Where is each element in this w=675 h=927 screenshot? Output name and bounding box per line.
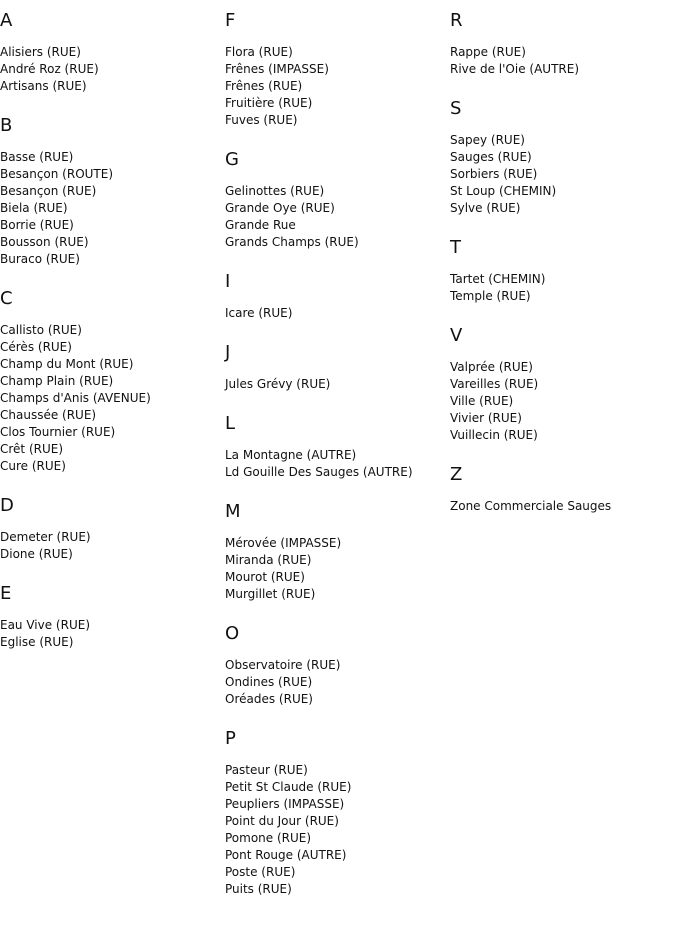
letter-section-z — [450, 465, 670, 515]
street-link[interactable]: Temple (RUE) — [450, 289, 531, 303]
street-link[interactable]: Tartet (CHEMIN) — [450, 272, 546, 286]
index-column-1 — [0, 11, 220, 672]
street-link[interactable]: Ld Gouille Des Sauges (AUTRE) — [225, 465, 413, 479]
letter-section-m — [225, 502, 445, 603]
street-link[interactable]: Artisans (RUE) — [0, 79, 87, 93]
letter-section-d — [0, 496, 220, 563]
street-link[interactable]: Buraco (RUE) — [0, 252, 80, 266]
letter-heading: S — [450, 98, 462, 119]
street-link[interactable]: Rappe (RUE) — [450, 45, 526, 59]
letter-section-v — [450, 326, 670, 444]
street-list — [450, 359, 670, 444]
street-link[interactable]: Dione (RUE) — [0, 547, 73, 561]
street-link[interactable]: Frênes (RUE) — [225, 79, 303, 93]
street-link[interactable]: Mourot (RUE) — [225, 570, 305, 584]
street-link[interactable]: Gelinottes (RUE) — [225, 184, 325, 198]
street-link[interactable]: Borrie (RUE) — [0, 218, 74, 232]
street-link[interactable]: Frênes (IMPASSE) — [225, 62, 329, 76]
street-link[interactable]: Vuillecin (RUE) — [450, 428, 538, 442]
street-link[interactable]: Basse (RUE) — [0, 150, 74, 164]
street-list — [450, 44, 670, 78]
street-link[interactable]: Grande Rue — [225, 218, 296, 232]
street-link[interactable]: Petit St Claude (RUE) — [225, 780, 352, 794]
street-list — [450, 498, 670, 515]
index-column-3 — [450, 11, 670, 536]
street-list — [0, 322, 220, 475]
street-link[interactable]: Ondines (RUE) — [225, 675, 313, 689]
letter-section-p — [225, 729, 445, 898]
letter-section-b — [0, 116, 220, 268]
letter-section-e — [0, 584, 220, 651]
letter-heading: A — [0, 10, 13, 31]
letter-section-g — [225, 150, 445, 251]
street-link[interactable]: Demeter (RUE) — [0, 530, 91, 544]
letter-section-a — [0, 11, 220, 95]
street-link[interactable]: Pasteur (RUE) — [225, 763, 308, 777]
street-link[interactable]: Eau Vive (RUE) — [0, 618, 90, 632]
letter-section-o — [225, 624, 445, 708]
street-link[interactable]: Vivier (RUE) — [450, 411, 522, 425]
letter-heading: F — [225, 10, 236, 31]
street-link[interactable]: Besançon (RUE) — [0, 184, 97, 198]
street-link[interactable]: Fruitière (RUE) — [225, 96, 313, 110]
street-link[interactable]: Grands Champs (RUE) — [225, 235, 359, 249]
street-link[interactable]: Cérès (RUE) — [0, 340, 72, 354]
street-link[interactable]: Flora (RUE) — [225, 45, 293, 59]
street-link[interactable]: Observatoire (RUE) — [225, 658, 341, 672]
street-link[interactable]: Fuves (RUE) — [225, 113, 298, 127]
letter-heading: P — [225, 728, 236, 749]
street-link[interactable]: Mérovée (IMPASSE) — [225, 536, 342, 550]
street-link[interactable]: Alisiers (RUE) — [0, 45, 81, 59]
letter-heading: D — [0, 495, 14, 516]
street-list — [225, 657, 445, 708]
letter-section-c — [0, 289, 220, 475]
letter-heading: C — [0, 288, 13, 309]
street-link[interactable]: Besançon (ROUTE) — [0, 167, 114, 181]
street-link[interactable]: Peupliers (IMPASSE) — [225, 797, 345, 811]
letter-heading: J — [225, 342, 231, 363]
street-link[interactable]: Biela (RUE) — [0, 201, 68, 215]
street-link[interactable]: St Loup (CHEMIN) — [450, 184, 557, 198]
street-list — [225, 535, 445, 603]
street-list — [450, 271, 670, 305]
street-link[interactable]: Champ Plain (RUE) — [0, 374, 114, 388]
street-link[interactable]: Rive de l'Oie (AUTRE) — [450, 62, 579, 76]
street-link[interactable]: Champs d'Anis (AVENUE) — [0, 391, 151, 405]
index-column-2 — [225, 11, 445, 919]
street-link[interactable]: Puits (RUE) — [225, 882, 292, 896]
letter-heading: M — [225, 501, 241, 522]
letter-section-l — [225, 414, 445, 481]
street-link[interactable]: Miranda (RUE) — [225, 553, 312, 567]
street-list — [225, 447, 445, 481]
street-list — [225, 376, 445, 393]
street-link[interactable]: Sylve (RUE) — [450, 201, 521, 215]
letter-section-s — [450, 99, 670, 217]
street-link[interactable]: Sapey (RUE) — [450, 133, 525, 147]
letter-heading: T — [450, 237, 461, 258]
letter-heading: O — [225, 623, 240, 644]
letter-heading: L — [225, 413, 236, 434]
street-link[interactable]: Zone Commerciale Sauges — [450, 499, 612, 513]
letter-heading: R — [450, 10, 463, 31]
street-link[interactable]: Poste (RUE) — [225, 865, 296, 879]
street-list — [0, 529, 220, 563]
street-link[interactable]: Oréades (RUE) — [225, 692, 313, 706]
letter-section-f — [225, 11, 445, 129]
street-link[interactable]: Grande Oye (RUE) — [225, 201, 335, 215]
street-link[interactable]: Crêt (RUE) — [0, 442, 64, 456]
street-link[interactable]: Point du Jour (RUE) — [225, 814, 339, 828]
letter-section-t — [450, 238, 670, 305]
street-list — [225, 44, 445, 129]
letter-heading: B — [0, 115, 13, 136]
street-link[interactable]: Bousson (RUE) — [0, 235, 89, 249]
street-link[interactable]: Sauges (RUE) — [450, 150, 532, 164]
street-link[interactable]: André Roz (RUE) — [0, 62, 99, 76]
street-link[interactable]: Clos Tournier (RUE) — [0, 425, 116, 439]
street-link[interactable]: Ville (RUE) — [450, 394, 514, 408]
street-link[interactable]: Chaussée (RUE) — [0, 408, 97, 422]
street-link[interactable]: Sorbiers (RUE) — [450, 167, 538, 181]
letter-heading: Z — [450, 464, 463, 485]
street-list — [0, 44, 220, 95]
street-link[interactable]: Callisto (RUE) — [0, 323, 82, 337]
street-link[interactable]: La Montagne (AUTRE) — [225, 448, 357, 462]
street-list — [0, 617, 220, 651]
street-link[interactable]: Vareilles (RUE) — [450, 377, 539, 391]
street-list — [225, 305, 445, 322]
letter-heading: E — [0, 583, 12, 604]
letter-heading: V — [450, 325, 463, 346]
street-link[interactable]: Pont Rouge (AUTRE) — [225, 848, 347, 862]
letter-heading: I — [225, 271, 231, 292]
letter-section-r — [450, 11, 670, 78]
street-link[interactable]: Valprée (RUE) — [450, 360, 533, 374]
letter-section-j — [225, 343, 445, 393]
street-link[interactable]: Cure (RUE) — [0, 459, 66, 473]
street-link[interactable]: Champ du Mont (RUE) — [0, 357, 134, 371]
street-list — [225, 183, 445, 251]
letter-heading: G — [225, 149, 239, 170]
street-list — [450, 132, 670, 217]
street-link[interactable]: Icare (RUE) — [225, 306, 293, 320]
street-list — [225, 762, 445, 898]
street-link[interactable]: Jules Grévy (RUE) — [225, 377, 331, 391]
street-link[interactable]: Pomone (RUE) — [225, 831, 312, 845]
street-link[interactable]: Murgillet (RUE) — [225, 587, 316, 601]
street-list — [0, 149, 220, 268]
street-link[interactable]: Eglise (RUE) — [0, 635, 74, 649]
letter-section-i — [225, 272, 445, 322]
